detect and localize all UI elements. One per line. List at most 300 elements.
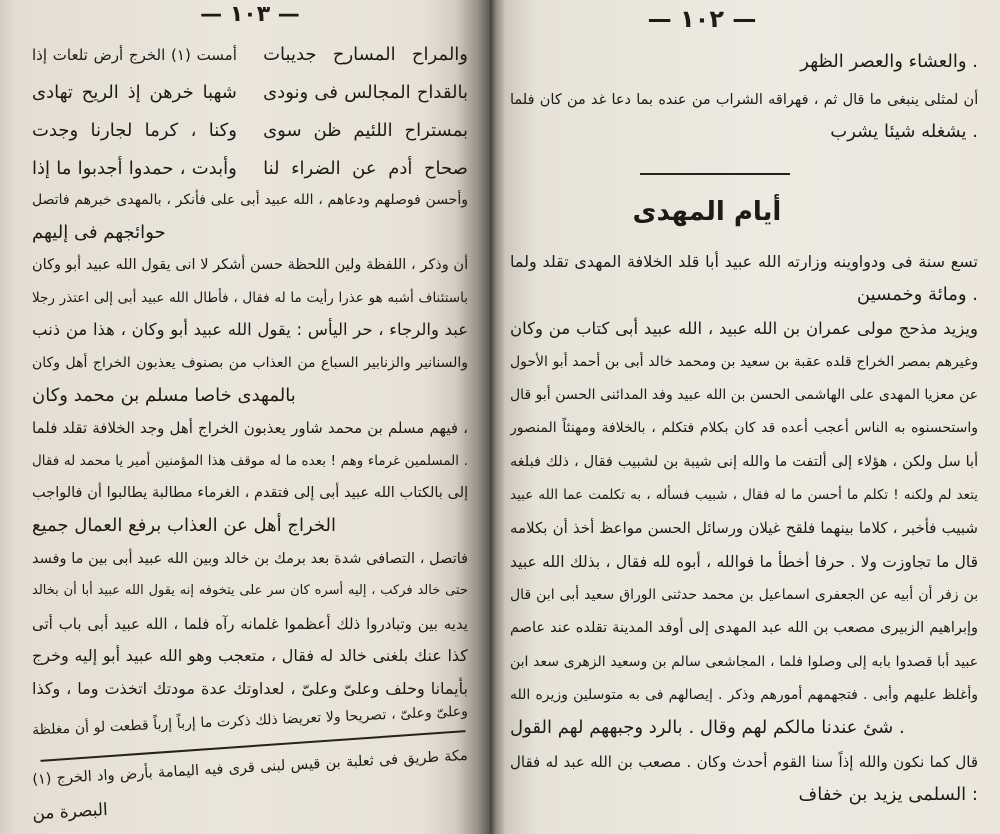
poem-verse (32, 150, 468, 188)
word: قرى (228, 759, 256, 778)
word: عند (550, 620, 571, 636)
word: ، (166, 192, 171, 208)
word: الخلافة (92, 419, 135, 437)
word: بلغنى (372, 646, 409, 665)
word: (١) (31, 771, 52, 789)
word: مالكم (773, 717, 816, 738)
word: مغلظة (31, 720, 71, 739)
word: ، (892, 519, 898, 537)
word: فقال (281, 646, 315, 665)
word: ، (120, 320, 126, 339)
word: لو (93, 719, 106, 736)
word: شيبة (683, 454, 712, 470)
word: المنصور (510, 420, 557, 436)
word: أبو (102, 646, 121, 665)
word: أمورهم (760, 687, 803, 703)
word: قال (510, 387, 532, 403)
word: الحسن (555, 387, 596, 403)
text-line (32, 380, 468, 412)
word: تكلمت (588, 487, 625, 503)
word: أبى (559, 587, 580, 603)
word: له (274, 290, 286, 306)
word: أمست (196, 46, 237, 64)
word: اللحظة (287, 257, 330, 273)
word: وصلوا (807, 654, 843, 670)
word: أبو (535, 387, 551, 403)
word: . (718, 687, 723, 703)
text-line (510, 512, 978, 544)
word: هؤلاء (857, 454, 888, 470)
word: به (630, 487, 642, 503)
word: فسأله (655, 487, 690, 503)
word: محمد (73, 385, 115, 406)
word: الخراج (92, 355, 131, 371)
text-line (32, 608, 468, 640)
word: الله (115, 257, 137, 273)
word: فقال (615, 553, 648, 571)
word: بالخلافة (601, 420, 646, 436)
word: شهبا (202, 82, 237, 103)
word: خالد (648, 354, 673, 370)
word: قد (761, 420, 776, 436)
word: عن (959, 387, 978, 403)
poem-verse (32, 112, 468, 150)
text-line (510, 446, 978, 478)
word: . (463, 453, 468, 469)
word: وعلىّ (436, 703, 469, 721)
text-line (510, 84, 978, 116)
word: له (269, 453, 281, 469)
word: بالمهدى (237, 385, 296, 406)
word: والزنابير (364, 355, 411, 371)
word: يا (115, 453, 124, 469)
word: سعيد (739, 354, 771, 370)
word: تهادى (32, 82, 73, 103)
word: حرفا (814, 553, 845, 571)
word: إلى (447, 485, 468, 501)
word: أن (918, 587, 933, 603)
word: سنة (918, 252, 946, 271)
word: اللفظة (366, 257, 407, 273)
word: ونودى (263, 82, 309, 103)
word: ، (411, 257, 416, 273)
word: لله (652, 553, 671, 571)
word: وخمسين (856, 284, 923, 305)
word: بن (963, 587, 978, 603)
word: يعذبون (136, 355, 176, 371)
word: خفاف (798, 784, 843, 805)
word: ، (707, 319, 714, 338)
word: فقال (32, 453, 60, 469)
word: الله (227, 320, 252, 339)
word: خالد (417, 583, 441, 598)
word: البصرة (59, 799, 109, 823)
word: حسن (250, 257, 283, 273)
word: خرهن (149, 82, 194, 103)
word: أبى (240, 192, 260, 208)
word: يعذبون (243, 419, 286, 437)
word: وهو (187, 646, 213, 665)
word: . (686, 753, 692, 771)
word: ومهنئاً (562, 420, 596, 436)
text-line (510, 712, 978, 744)
word: ، (378, 320, 384, 339)
word: عبيد (677, 387, 702, 403)
word: اليمامة (157, 762, 200, 782)
word: ولما (510, 252, 537, 271)
word: وكان (32, 355, 60, 371)
word: شبيب (694, 487, 728, 503)
word: أن (63, 583, 77, 598)
word: ، (390, 706, 396, 723)
word: فوالله (716, 553, 755, 571)
word: يديه (443, 615, 468, 633)
word: ، (190, 120, 197, 141)
word: ما (71, 551, 84, 567)
verse-second-hemistich (263, 36, 468, 74)
word: بكلام (699, 420, 729, 436)
word: وسعيد (610, 654, 648, 670)
word: أهل (65, 355, 88, 371)
word: محمد (327, 419, 363, 437)
word: سعد (533, 654, 560, 670)
word: بن (848, 784, 868, 805)
word: ولكن (902, 454, 933, 470)
word: العمال (74, 515, 123, 536)
word: هذا (92, 320, 115, 339)
word: بن (604, 354, 620, 370)
word: وغيرهم (935, 354, 978, 370)
word: الله (293, 192, 314, 208)
word: إلى (846, 654, 867, 670)
word: ، (769, 654, 775, 670)
word: والسنانير (416, 355, 468, 371)
word: ، (573, 454, 579, 470)
word: نكون (893, 753, 925, 771)
word: فاتصل (32, 192, 70, 208)
word: بن (774, 354, 790, 370)
word: بين (417, 615, 438, 633)
word: فأنكر (175, 192, 206, 208)
word: إذا (32, 46, 48, 64)
word: عنك (413, 646, 442, 665)
word: تجاوزت (882, 553, 931, 571)
word: أجدبوا (77, 158, 123, 179)
word: أخذ (572, 519, 595, 537)
word: غد (591, 92, 607, 108)
word: بالرد (648, 717, 683, 738)
word: وزيره (535, 687, 568, 703)
word: ، (646, 487, 651, 503)
word: الحسن (749, 387, 791, 403)
word: اعتذر (59, 290, 90, 306)
text-line (510, 746, 978, 778)
word: بن (730, 387, 746, 403)
word: بالمهدى (116, 192, 162, 208)
word: لبنى (259, 758, 286, 776)
word: له (545, 753, 559, 771)
word: أوفد (657, 620, 684, 636)
word: أبى (112, 551, 133, 567)
word: ! (893, 487, 899, 503)
verse-first-hemistich (32, 36, 237, 74)
word: ما (936, 553, 950, 571)
word: ، (605, 553, 611, 571)
text-line (510, 646, 978, 678)
word: يتخوفه (198, 583, 235, 598)
word: غرماء (367, 453, 401, 469)
word: أبا (965, 454, 978, 470)
word: اليأس (307, 320, 348, 339)
word: حدثنى (661, 587, 697, 603)
word: باب (58, 615, 82, 633)
word: كتاب (575, 319, 610, 338)
text-line (510, 246, 978, 278)
word: ولكنه (903, 487, 934, 503)
word: فقال (510, 753, 541, 771)
word: شيئا (883, 121, 916, 142)
word: مصعب (833, 620, 875, 636)
word: الله (373, 485, 395, 501)
word: فتكلم (661, 420, 695, 436)
word: وكان (131, 320, 165, 339)
word: عبيد (193, 320, 223, 339)
word: واستحسنوه (911, 420, 978, 436)
word: وكذا (32, 679, 61, 698)
word: على (210, 192, 236, 208)
word: ذنب (32, 320, 61, 339)
word: لنا (263, 158, 280, 179)
word: ، (290, 679, 296, 698)
word: خالد (338, 646, 367, 665)
word: وكان (32, 257, 61, 273)
word: عما (563, 487, 584, 503)
word: أن (74, 720, 90, 737)
word: فركب (380, 583, 413, 598)
word: لا (200, 257, 209, 273)
word: يقول (148, 583, 175, 598)
word: يقول (257, 320, 291, 339)
word: (١) (171, 46, 191, 64)
word: أعظموا (284, 615, 331, 633)
word: هذا (207, 453, 226, 469)
word: بن (813, 620, 829, 636)
word: الريح (81, 82, 119, 103)
word: خالد (223, 551, 250, 567)
word: بن (651, 654, 667, 670)
word: المسلمين (404, 453, 460, 469)
word: الظهر (800, 51, 844, 72)
word: بين (88, 551, 108, 567)
word: أن (87, 485, 102, 501)
word: . (972, 121, 978, 142)
word: الخراج (287, 515, 337, 536)
word: ورسائل (696, 519, 744, 537)
word: الله (145, 615, 168, 633)
word: عمران (805, 319, 852, 338)
word: عبيد (724, 252, 753, 271)
text-line (32, 282, 468, 314)
word: فوصلهم (374, 192, 421, 208)
word: صحاح (423, 158, 468, 179)
word: وكنا (208, 120, 237, 141)
word: من (31, 802, 55, 825)
word: أمير (127, 453, 151, 469)
word: مسلم (145, 385, 189, 406)
word: وكان (32, 385, 68, 406)
word: قال (510, 587, 532, 603)
word: المدائنى (600, 387, 648, 403)
word: ، (419, 551, 425, 567)
word: فتجهمهم (807, 687, 858, 703)
right-page (490, 0, 1000, 834)
text-line (510, 479, 978, 511)
word: عبيد (510, 553, 537, 571)
word: عدة (200, 679, 228, 698)
text-line (510, 313, 978, 345)
word: فى (314, 82, 338, 103)
word: بن (663, 454, 679, 470)
word: عبيد (85, 257, 111, 273)
word: المهدى (878, 387, 920, 403)
word: تعريضا (282, 709, 322, 728)
word: أدم (388, 158, 413, 179)
word: فقال (583, 454, 613, 470)
word: وذكر (420, 257, 449, 273)
word: عبيد (510, 487, 534, 503)
word: . (688, 717, 695, 738)
word: به (893, 420, 906, 436)
word: ما (790, 487, 803, 503)
word: يتعد (956, 487, 978, 503)
word: عبيد (125, 646, 154, 665)
word: بمصر (898, 354, 931, 370)
word: يشغله (921, 121, 967, 142)
left-page (0, 0, 490, 834)
word: وحلف (385, 679, 425, 698)
word: ، (318, 192, 323, 208)
text-line (32, 249, 468, 281)
word: إنه (179, 583, 194, 598)
word: فأخبر (902, 519, 937, 537)
word: القول (510, 717, 552, 738)
word: والعصر (849, 51, 903, 72)
word: أهل (169, 419, 193, 437)
word: له (774, 487, 786, 503)
word: وما (77, 679, 99, 698)
word: ، (244, 485, 250, 501)
word: موقف (230, 453, 265, 469)
word: مودتك (153, 679, 195, 698)
page-number: — ١٠٣ — (200, 2, 300, 27)
section-divider (640, 173, 790, 175)
word: ذلك (545, 454, 569, 470)
word: له (319, 646, 334, 665)
word: اتخذت (104, 679, 148, 698)
word: وفسد (32, 551, 67, 567)
word: قال (842, 92, 865, 108)
word: عبيد (344, 485, 370, 501)
word: فلما (779, 654, 803, 670)
word: من (691, 92, 711, 108)
word: بن (739, 587, 754, 603)
word: بينهما (820, 519, 854, 537)
word: التصافى (366, 551, 415, 567)
word: فلقح (785, 519, 816, 537)
word: محمد (702, 587, 734, 603)
word: ما (775, 454, 788, 470)
word: الله (538, 487, 558, 503)
word: المجالس (344, 82, 411, 103)
word: حمدوا (128, 158, 174, 179)
text-line (510, 612, 978, 644)
word: وأحسن (425, 192, 468, 208)
word: وقال (699, 717, 736, 738)
word: محمد (79, 453, 111, 469)
word: حر (353, 320, 373, 339)
word: مذحج (898, 319, 938, 338)
word: إلى (93, 290, 113, 306)
text-line (32, 347, 468, 379)
word: ودواوينه (833, 252, 886, 271)
word: وعلىّ (343, 679, 380, 698)
word: الحسن (647, 519, 691, 537)
word: إرباً (152, 716, 173, 734)
word: جميع (32, 515, 69, 536)
word: بابه (871, 654, 891, 670)
word: إلى (293, 485, 315, 501)
word: فى (73, 222, 98, 243)
word: أسره (314, 583, 344, 598)
word: جديبات (263, 44, 317, 65)
word: لم (938, 487, 952, 503)
word: العذاب (252, 355, 292, 371)
word: وزارته (786, 252, 828, 271)
word: رأيت (306, 290, 334, 306)
word: وإبراهيم (929, 620, 978, 636)
word: . (898, 717, 905, 738)
word: وعلىّ (301, 679, 338, 698)
poem-verse (32, 74, 468, 112)
word: ومحمد (677, 354, 717, 370)
word: قصدوا (895, 654, 933, 670)
word: المجاشعى (705, 654, 766, 670)
word: السباع (321, 355, 359, 371)
word: الوراق (619, 587, 657, 603)
word: ! (330, 453, 337, 469)
word: أبا (81, 583, 93, 598)
word: أتى (32, 615, 53, 633)
word: من (228, 355, 247, 371)
text-line (32, 510, 468, 542)
word: مطالبة (152, 485, 193, 501)
word: خبرهم (74, 192, 112, 208)
word: قطعت (109, 717, 149, 736)
word: باستئناف (418, 290, 468, 306)
word: أبا (705, 252, 719, 271)
word: فيه (203, 761, 224, 779)
word: مكة (443, 747, 469, 766)
word: شبيب (941, 519, 978, 537)
word: أرض (93, 46, 124, 64)
word: لشبيب (617, 454, 659, 470)
word: الله (705, 387, 727, 403)
word: لمثلى (924, 92, 959, 108)
word: أبى (117, 290, 137, 306)
word: الضراء (291, 158, 341, 179)
word: إنى (716, 454, 738, 470)
word: ألتفت (792, 454, 827, 470)
